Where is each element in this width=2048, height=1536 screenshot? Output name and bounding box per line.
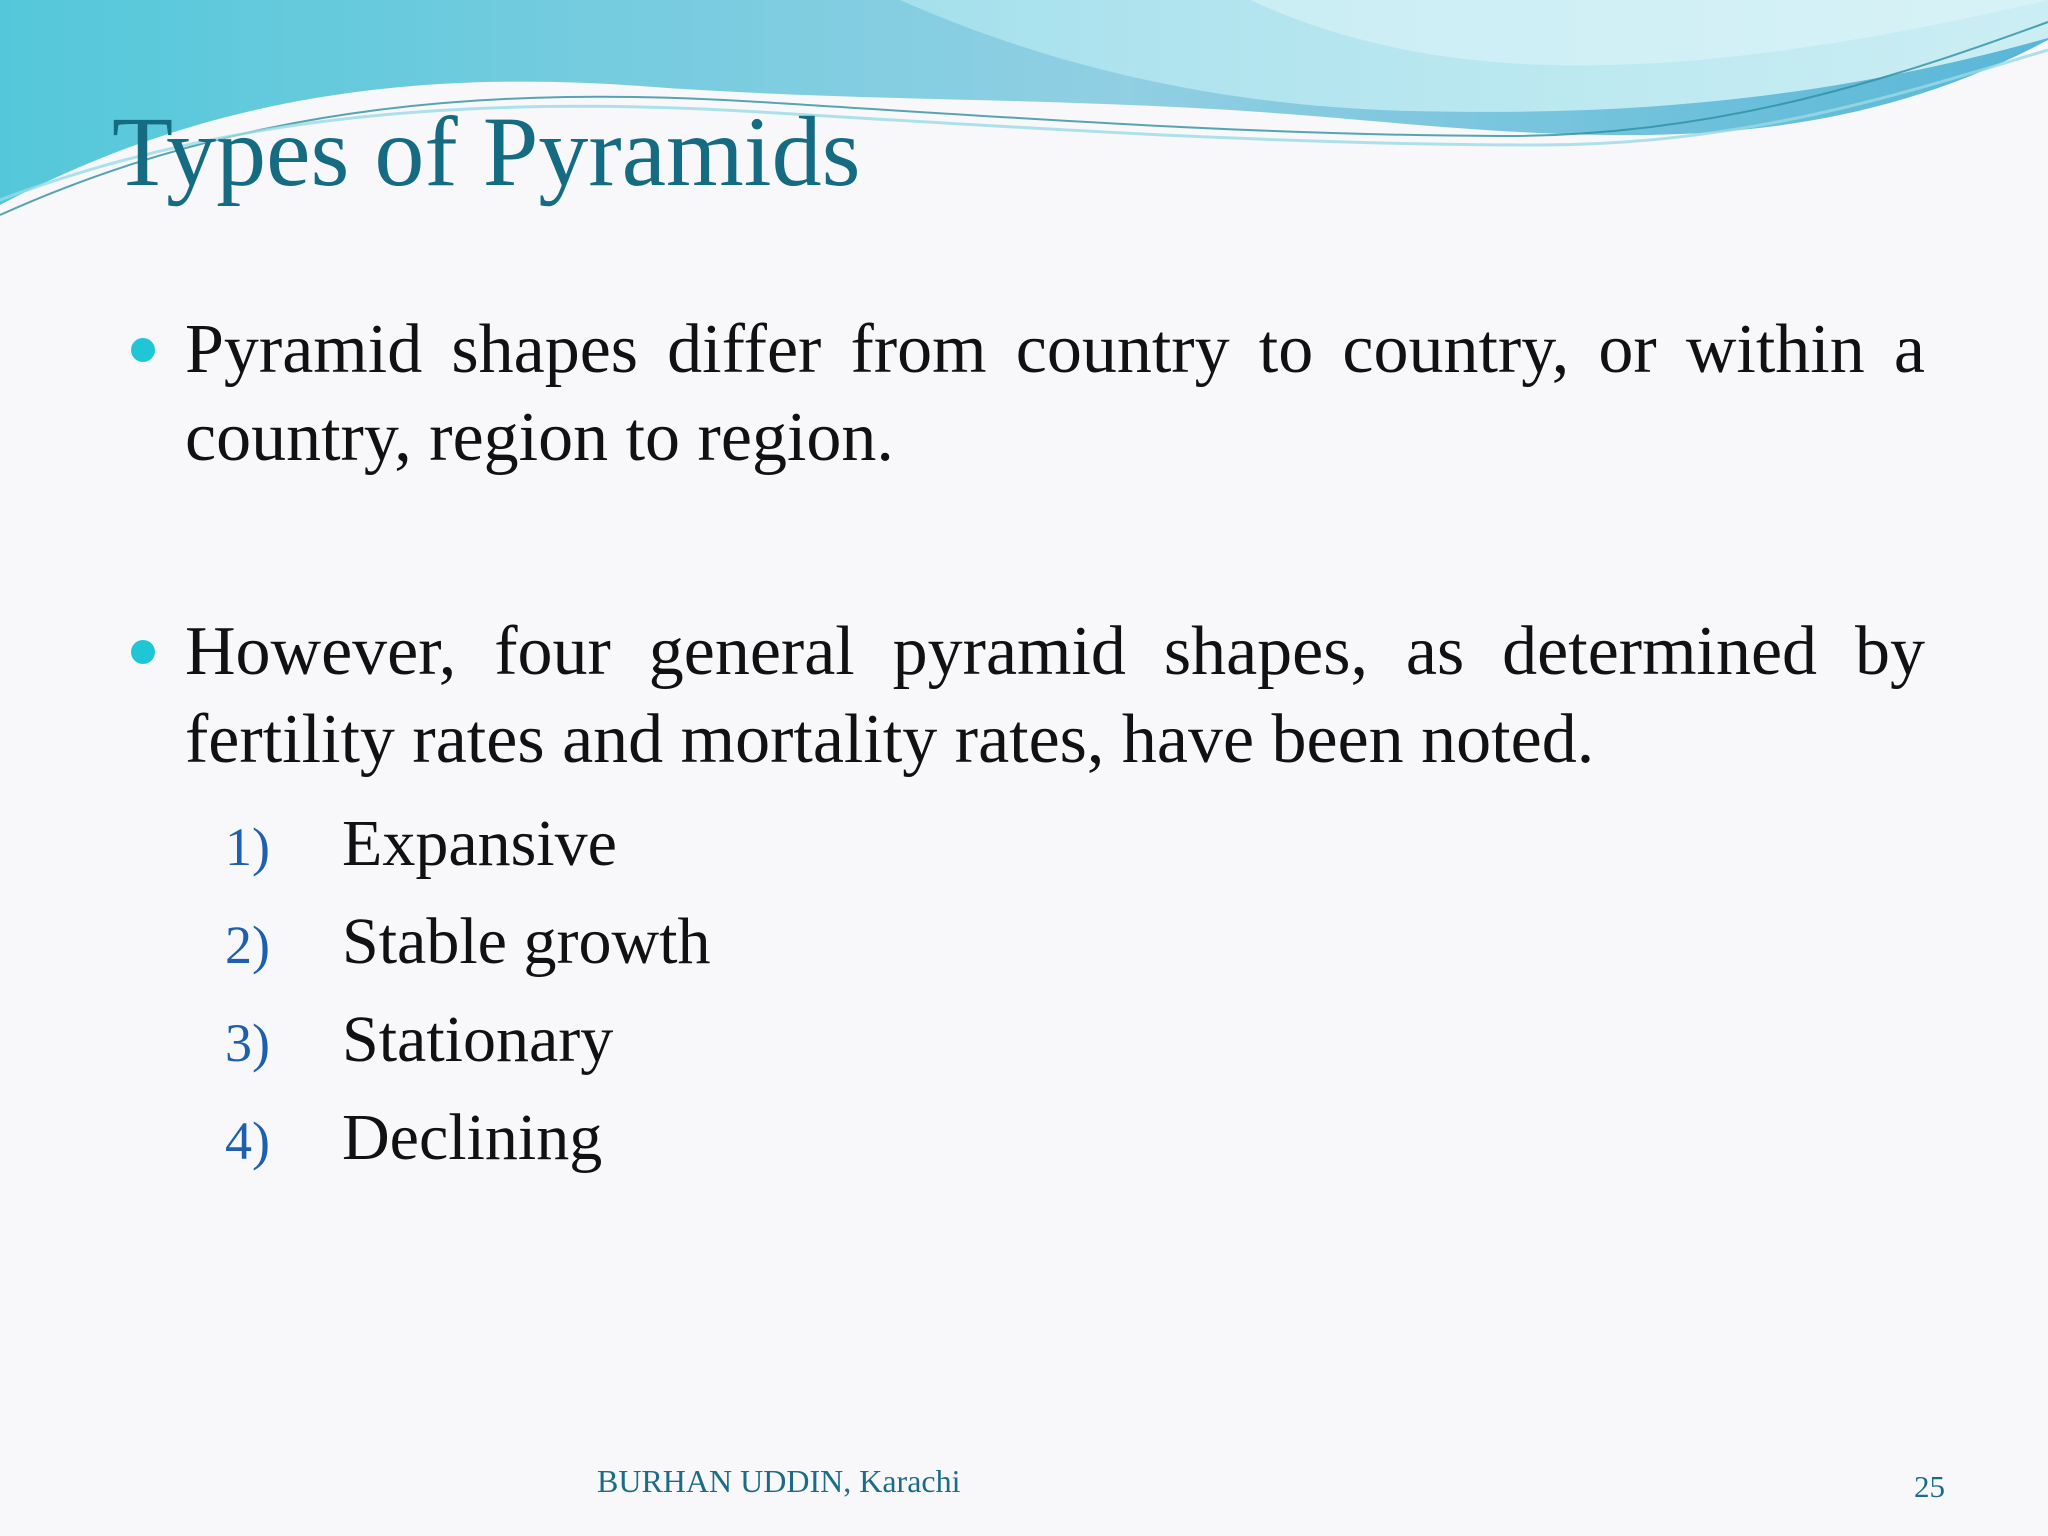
list-item [225,904,1125,1000]
list-label: Declining [342,1101,603,1174]
list-label: Stable growth [342,905,711,978]
list-item [225,1002,1125,1098]
list-item [225,806,1125,902]
list-number: 1) [225,817,270,877]
list-number: 4) [225,1111,270,1171]
footer-author: BURHAN UDDIN, Karachi [597,1463,961,1499]
bullet-marker [131,640,155,664]
list-number: 2) [225,915,270,975]
list-number: 3) [225,1013,270,1073]
bullet-text: Pyramid shapes differ from country to country, or within a country, region to region. [185,311,1925,476]
slide-title: Types of Pyramids [112,96,861,207]
bullet-marker [131,338,155,362]
list-item [225,1100,1125,1196]
list-label: Expansive [342,807,617,880]
list-label: Stationary [342,1003,614,1076]
page-number: 25 [1914,1469,1945,1504]
bullet-text: However, four general pyramid shapes, as determined by fertility rates and mortality rates, have been noted. [185,613,1925,778]
